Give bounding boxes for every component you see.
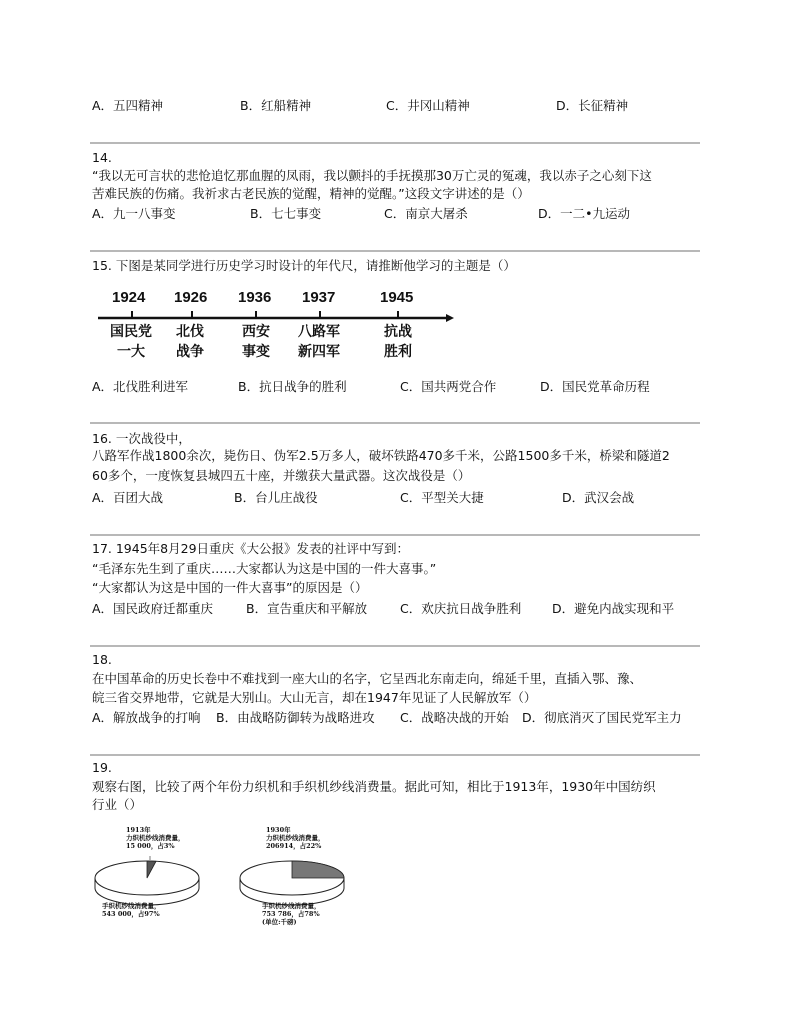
q16-option-d[interactable]: D．武汉会战 (562, 490, 635, 505)
divider (90, 754, 700, 756)
q17-stem-line: “毛泽东先生到了重庆……大家都认为这是中国的一件大喜事。” (92, 561, 437, 576)
q15-option-c[interactable]: C．国共两党合作 (400, 379, 497, 394)
pie-slice-powerloom (292, 861, 344, 878)
timeline-event: 八路军 新四军 (298, 324, 340, 360)
q17-option-b[interactable]: B．宣告重庆和平解放 (246, 601, 368, 616)
pie-slice-label: 手织机纱线消费量， (262, 902, 321, 910)
q14-option-d[interactable]: D．一二•九运动 (538, 206, 630, 221)
q19-stem-line: 行业（） (92, 797, 143, 812)
q16-option-b[interactable]: B．台儿庄战役 (234, 490, 318, 505)
timeline-ruler (92, 284, 462, 364)
timeline-event: 西安 事变 (242, 324, 270, 360)
pie-slice-label: 手织机纱线消费量， (102, 902, 161, 910)
q16-stem-line: 60多个，一度恢复县城四五十座，并缴获大量武器。这次战役是（） (92, 468, 471, 483)
q13-option-c[interactable]: C．井冈山精神 (386, 98, 470, 113)
q14-stem-line: “我以无可言状的悲怆追忆那血腥的凤雨，我以颤抖的手抚摸那30万亡灵的冤魂，我以赤子之心刻下这 (92, 168, 652, 183)
pie-chart-1930 (236, 826, 366, 936)
divider (90, 142, 700, 144)
q15-option-d[interactable]: D．国民党革命历程 (540, 379, 650, 394)
divider (90, 250, 700, 252)
timeline-year: 1936 (238, 289, 272, 306)
pie-unit: (单位:千磅) (262, 918, 297, 926)
q18-option-c[interactable]: C．战略决战的开始 (400, 710, 509, 725)
q14-option-c[interactable]: C．南京大屠杀 (384, 206, 468, 221)
timeline-year: 1937 (302, 289, 336, 306)
q16-option-c[interactable]: C．平型关大捷 (400, 490, 484, 505)
q13-option-d[interactable]: D．长征精神 (556, 98, 629, 113)
pie-slice-value: 206914，占22% (266, 842, 322, 850)
q18-option-d[interactable]: D．彻底消灭了国民党军主力 (522, 710, 682, 725)
q13-option-b[interactable]: B．红船精神 (240, 98, 312, 113)
pie-slice-value: 753 786，占78% (262, 910, 320, 918)
q15-option-a[interactable]: A．北伐胜利进军 (92, 379, 189, 394)
q18-stem-line: 18. (92, 652, 112, 667)
q18-stem-line: 皖三省交界地带，它就是大别山。大山无言，却在1947年见证了人民解放军（） (92, 690, 537, 705)
divider (90, 534, 700, 536)
divider (90, 645, 700, 647)
q17-option-c[interactable]: C．欢庆抗日战争胜利 (400, 601, 522, 616)
q17-option-a[interactable]: A．国民政府迁都重庆 (92, 601, 214, 616)
q15-option-b[interactable]: B．抗日战争的胜利 (238, 379, 347, 394)
pie-slice-label: 力织机纱线消费量， (266, 834, 325, 842)
timeline-event: 抗战 胜利 (384, 324, 412, 360)
q14-stem-line: 苦难民族的伤痛。我祈求古老民族的觉醒，精神的觉醒。”这段文字讲述的是（） (92, 186, 530, 201)
divider (90, 422, 700, 424)
q17-stem-line: 17. 1945年8月29日重庆《大公报》发表的社评中写到： (92, 541, 410, 556)
q18-stem-line: 在中国革命的历史长卷中不难找到一座大山的名字，它呈西北东南走向，绵延千里，直插入鄂、豫、 (92, 671, 643, 686)
q13-option-a[interactable]: A．五四精神 (92, 98, 164, 113)
pie-title: 1913年 (126, 826, 151, 834)
q14-number: 14. (92, 150, 112, 165)
q16-option-a[interactable]: A．百团大战 (92, 490, 164, 505)
q16-stem-line: 16. 一次战役中， (92, 431, 191, 446)
q14-option-a[interactable]: A．九一八事变 (92, 206, 176, 221)
pie-slice-value: 543 000，占97% (102, 910, 160, 918)
q19-stem-line: 19. (92, 760, 112, 775)
timeline-year: 1924 (112, 289, 146, 306)
q18-option-a[interactable]: A．解放战争的打响 (92, 710, 201, 725)
q17-stem-line: “大家都认为这是中国的一件大喜事”的原因是（） (92, 580, 368, 595)
pie-slice-value: 15 000，占3% (126, 842, 175, 850)
q17-option-d[interactable]: D．避免内战实现和平 (552, 601, 675, 616)
timeline-event: 国民党 一大 (110, 324, 152, 360)
timeline-event: 北伐 战争 (176, 324, 204, 360)
q14-option-b[interactable]: B．七七事变 (250, 206, 322, 221)
q15-stem: 15. 下图是某同学进行历史学习时设计的年代尺，请推断他学习的主题是（） (92, 258, 516, 273)
timeline-year: 1945 (380, 289, 414, 306)
pie-chart-1913 (92, 826, 212, 936)
timeline-year: 1926 (174, 289, 208, 306)
pie-slice-label: 力织机纱线消费量， (126, 834, 185, 842)
pie-title: 1930年 (266, 826, 291, 834)
q16-stem-line: 八路军作战1800余次，毙伤日、伪军2.5万多人，破坏铁路470多千米，公路1500多千米，桥梁和隧道2 (92, 448, 670, 463)
q19-stem-line: 观察右图，比较了两个年份力织机和手织机纱线消费量。据此可知，相比于1913年，1930年中国纺织 (92, 779, 656, 794)
q18-option-b[interactable]: B．由战略防御转为战略进攻 (216, 710, 375, 725)
